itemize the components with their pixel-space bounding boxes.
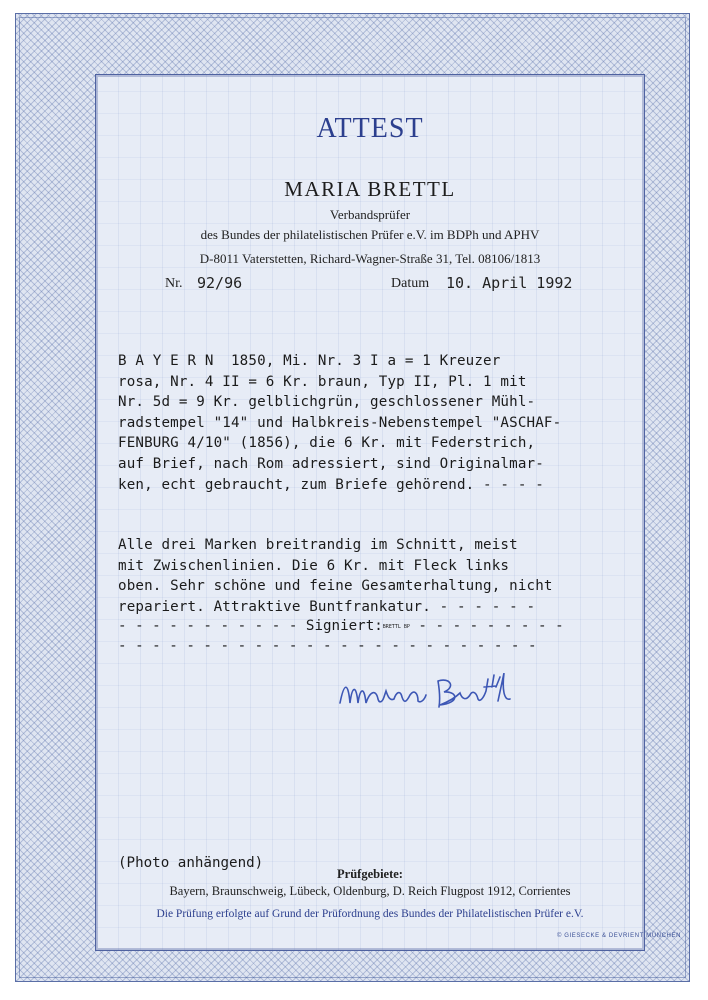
description-line: auf Brief, nach Rom adressiert, sind Originalmar- — [118, 455, 544, 472]
signed-stamp: BRETTL BP — [382, 624, 410, 630]
date-label: Datum — [391, 276, 430, 291]
certificate-date: 10. April 1992 — [446, 274, 573, 292]
signed-label: Signiert: — [305, 618, 383, 634]
photo-note: (Photo anhängend) — [118, 855, 264, 871]
condition-line: oben. Sehr schöne und feine Gesamterhaltung, nicht — [118, 578, 553, 595]
test-areas-label: Prüfgebiete: — [337, 867, 403, 881]
dash-line: - - - - - - - - - - - - - - - - - - - - - - - - - — [118, 638, 537, 654]
stamp-description — [118, 351, 561, 495]
certificate-guilloche-border — [15, 13, 690, 982]
handwritten-signature — [334, 673, 534, 715]
certificate-number: 92/96 — [197, 274, 243, 292]
printer-imprint: © GIESECKE & DEVRIENT MÜNCHEN — [556, 933, 681, 939]
examiner-organization: des Bundes der philatelistischen Prüfer e.V. im BDPh und APHV — [200, 227, 540, 242]
examiner-address: D-8011 Vaterstetten, Richard-Wagner-Straße 31, Tel. 08106/1813 — [199, 251, 541, 266]
condition-description — [118, 535, 553, 617]
signed-trail-dashes: - - - - - - - - - — [409, 618, 564, 634]
signed-lead-dashes: - - - - - - - - - - - — [118, 618, 306, 634]
description-line: ken, echt gebraucht, zum Briefe gehörend. - - - - — [118, 476, 544, 493]
condition-line: Alle drei Marken breitrandig im Schnitt, meist — [118, 537, 518, 553]
description-line: radstempel "14" und Halbkreis-Nebenstempel "ASCHAF- — [118, 414, 562, 431]
description-line: Nr. 5d = 9 Kr. gelblichgrün, geschlossener Mühl- — [118, 394, 536, 411]
condition-line: repariert. Attraktive Buntfrankatur. - - - - - - — [118, 598, 536, 615]
examiner-role: Verbandsprüfer — [329, 207, 411, 222]
test-areas-list: Bayern, Braunschweig, Lübeck, Oldenburg, D. Reich Flugpost 1912, Corrientes — [169, 884, 571, 898]
description-line: FENBURG 4/10" (1856), die 6 Kr. mit Federstrich, — [118, 435, 536, 452]
signed-line — [118, 618, 564, 634]
examiner-name: MARIA BRETTL — [284, 177, 456, 201]
condition-line: mit Zwischenlinien. Die 6 Kr. mit Fleck links — [118, 557, 510, 574]
certificate-number-label: Nr. — [165, 276, 183, 291]
description-line: rosa, Nr. 4 II = 6 Kr. braun, Typ II, Pl. 1 mit — [118, 373, 527, 390]
certificate-panel — [95, 74, 645, 951]
description-line: B A Y E R N 1850, Mi. Nr. 3 I a = 1 Kreuzer — [118, 353, 501, 369]
footer-statement: Die Prüfung erfolgte auf Grund der Prüfordnung des Bundes der Philatelistischen Prüfer e.V. — [156, 908, 584, 920]
document-title: ATTEST — [316, 113, 424, 144]
